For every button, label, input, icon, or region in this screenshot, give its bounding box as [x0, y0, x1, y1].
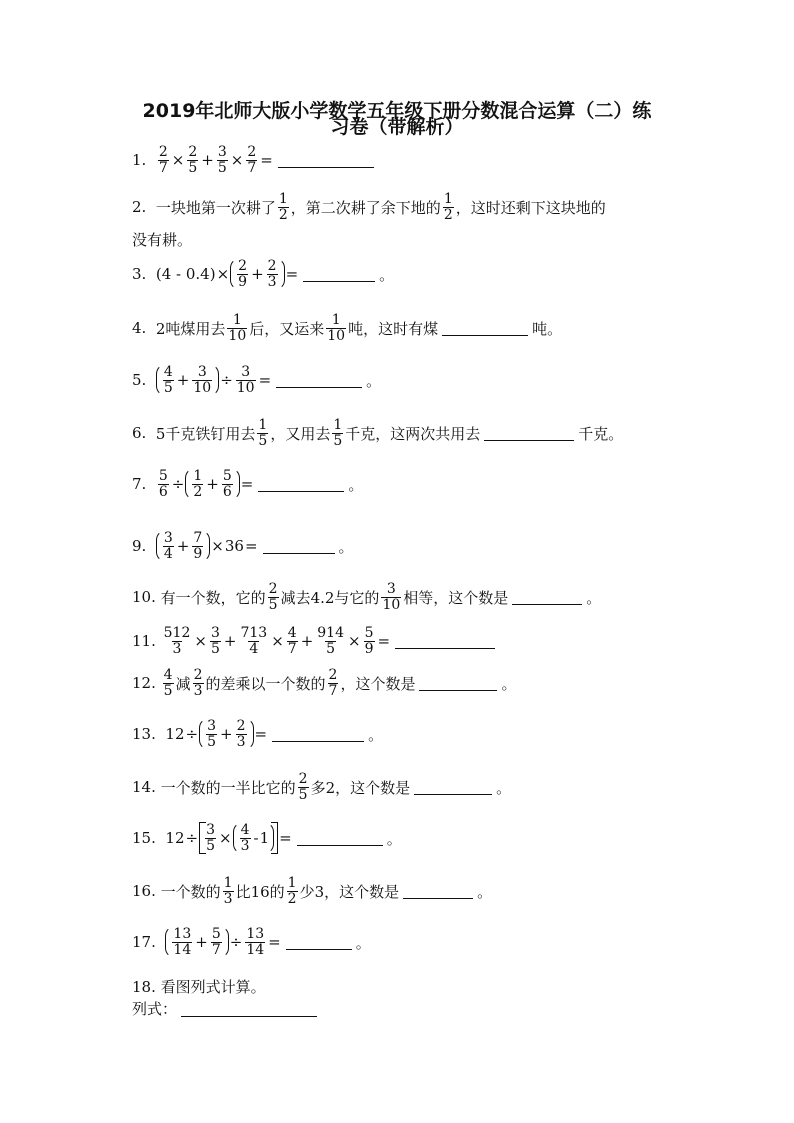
answer-blank[interactable] — [303, 280, 375, 282]
question-2: 2. 一块地第一次耕了 $\frac{1}{2}$ ，第二次耕了余下地的 $\frac{1}{2}$ ，这时还剩下这块地的 — [132, 191, 606, 223]
question-18-formula: 列式： — [132, 998, 321, 1019]
question-1: 1. $\frac{2}{7}$ × $\frac{2}{5}$ + $\frac{3}{5}$ × $\frac{2}{7}$ = — [132, 145, 378, 175]
question-11: 11. $\frac{512}{3}$ × $\frac{3}{5}$ + $\frac{713}{4}$ × $\frac{4}{7}$ + $\frac{914}{5}$ × $\frac{5}{9}$ = — [132, 626, 499, 656]
answer-blank[interactable] — [272, 740, 364, 742]
question-5: 5. $\frac{4}{5}$ + $\frac{3}{10}$ ÷ $\frac{3}{10}$ = 。 — [132, 364, 382, 396]
answer-blank[interactable] — [286, 948, 352, 950]
answer-blank[interactable] — [403, 897, 473, 899]
q-number: 1. — [132, 151, 147, 170]
question-7: 7. $\frac{5}{6}$ ÷ $\frac{1}{2}$ + $\frac{5}{6}$ = 。 — [132, 468, 364, 500]
question-9: 9. $\frac{3}{4}$ + $\frac{7}{9}$ × 36 = 。 — [132, 530, 354, 562]
fraction: $\frac{2}{5}$ — [188, 144, 198, 176]
answer-blank[interactable] — [297, 844, 383, 846]
fraction: $\frac{3}{5}$ — [217, 144, 227, 176]
question-16: 16. 一个数的 $\frac{1}{3}$ 比16的 $\frac{1}{2}$ 少3，这个数是 。 — [132, 875, 493, 907]
question-12: 12. $\frac{4}{5}$ 减 $\frac{2}{3}$ 的差乘以一个数的 $\frac{2}{7}$ ，这个数是 。 — [132, 667, 517, 699]
answer-blank[interactable] — [263, 552, 335, 554]
question-3: 3. (4 - 0.4) × $\frac{2}{9}$ + $\frac{2}{3}$ = 。 — [132, 258, 395, 290]
answer-blank[interactable] — [258, 490, 344, 492]
question-10: 10. 有一个数，它的 $\frac{2}{5}$ 减去4.2与它的 $\frac{3}{10}$ 相等，这个数是 。 — [132, 581, 602, 613]
answer-blank[interactable] — [442, 334, 528, 336]
answer-blank[interactable] — [414, 793, 492, 795]
answer-blank[interactable] — [419, 689, 497, 691]
title-line-1: 2019年北师大版小学数学五年级下册分数混合运算（二）练 — [142, 100, 652, 122]
answer-blank[interactable] — [512, 603, 582, 605]
question-14: 14. 一个数的一半比它的 $\frac{2}{5}$ 多2，这个数是 。 — [132, 771, 512, 803]
answer-blank[interactable] — [484, 439, 574, 441]
answer-blank[interactable] — [395, 647, 495, 649]
answer-blank[interactable] — [276, 386, 362, 388]
answer-blank[interactable] — [278, 166, 374, 168]
question-15: 15. 12 ÷ $\frac{3}{5}$ × $\frac{4}{3}$ - 1 = 。 — [132, 822, 402, 854]
question-6: 6. 5千克铁钉用去 $\frac{1}{5}$ ，又用去 $\frac{1}{5}$ 千克，这两次共用去 千克。 — [132, 417, 624, 449]
question-2-cont: 没有耕。 — [132, 231, 193, 249]
title-line-2: 习卷（带解析） — [330, 116, 464, 138]
question-18: 18. 看图列式计算。 — [132, 977, 266, 996]
fraction: $\frac{2}{7}$ — [158, 144, 168, 176]
question-13: 13. 12 ÷ $\frac{3}{5}$ + $\frac{2}{3}$ = 。 — [132, 718, 384, 750]
question-4: 4. 2吨煤用去 $\frac{1}{10}$ 后，又运来 $\frac{1}{10}$ 吨，这时有煤 吨。 — [132, 312, 563, 344]
answer-blank[interactable] — [181, 1015, 317, 1017]
fraction: $\frac{2}{7}$ — [247, 144, 257, 176]
question-17: 17. $\frac{13}{14}$ + $\frac{5}{7}$ ÷ $\frac{13}{14}$ = 。 — [132, 926, 371, 958]
